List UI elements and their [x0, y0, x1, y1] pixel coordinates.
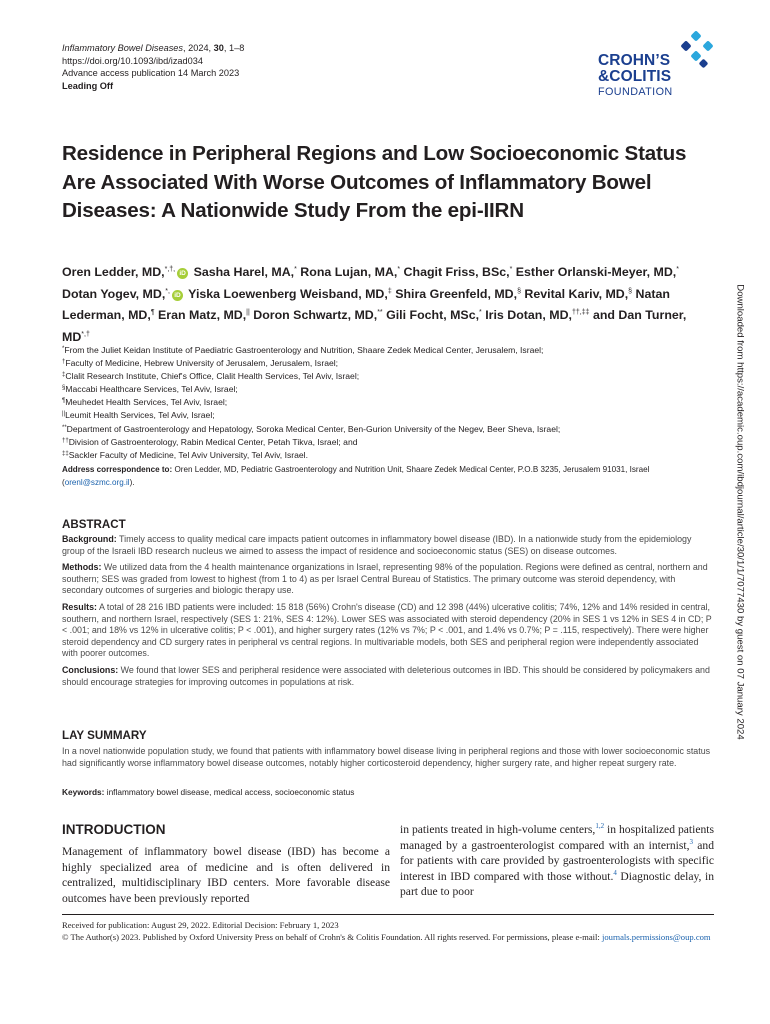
crohns-colitis-logo: [598, 30, 716, 102]
lay-summary-text: In a novel nationwide population study, we found that patients with inflammatory bowel disease living in peripheral regions and those with lower socioeconomic status had significantly worse inflammatory bowel disease outcomes, notably higher corticosteroid dependency, higher surgery rate, and higher repeat surgery rate.: [62, 746, 711, 768]
permissions-email-link[interactable]: journals.permissions@oup.com: [601, 932, 711, 943]
copyright-notice: [62, 931, 714, 943]
author: [300, 265, 403, 279]
background-label: Background:: [62, 534, 117, 544]
doi-link[interactable]: https://doi.org/10.1093/ibd/izad034: [62, 55, 203, 66]
author-name: Dotan Yogev, MD,: [62, 286, 166, 301]
journal-volume: 30: [213, 43, 224, 53]
author-affiliation-marker: §: [517, 287, 521, 295]
author-affiliation-marker: *,†,: [164, 266, 176, 273]
affiliation: [62, 423, 712, 436]
results-label: Results:: [62, 601, 98, 612]
correspondence-end: ).: [129, 478, 135, 487]
journal-year: , 2024,: [183, 43, 214, 53]
author-name: Gili Focht, MSc,: [386, 308, 480, 322]
author: [516, 265, 679, 279]
intro-text-2: in hospitalized patients managed by a gastroenterologist compared with an internist,: [400, 823, 715, 852]
author-affiliation-marker: *,†: [81, 330, 90, 338]
author-affiliation-marker: §: [628, 287, 633, 295]
affiliation-marker: ‡: [62, 372, 66, 379]
affiliation-text: Faculty of Medicine, Hebrew University of Jerusalem, Jerusalem, Israel;: [65, 358, 339, 369]
orcid-icon[interactable]: iD: [172, 290, 183, 301]
copyright-text: © The Author(s) 2023. Published by Oxford University Press on behalf of Crohn's & Colitis Foundation. All rights reserved. For permissions, please e-mail:: [62, 932, 602, 943]
author-affiliation-marker: *: [294, 266, 297, 273]
affiliation-text: Division of Gastroenterology, Rabin Medical Center, Petah Tikva, Israel; and: [68, 436, 358, 447]
correspondence-email-link[interactable]: orenl@szmc.org.il: [64, 478, 130, 487]
citation-line: [62, 42, 422, 55]
logo-text-colitis: &COLITIS: [598, 68, 672, 85]
author: [158, 308, 253, 322]
author: [404, 265, 516, 279]
methods-text: We utilized data from the 4 health maintenance organizations in Israel, representing 98% of the population. Regions were defined as central, northern and southern; SES was graded from lowest to highest (from 1 to 4) as per Israel Central Bureau of Statistics. The primary outcome was steroid dependency, with secondary outcomes of surgeries and biologic therapy use.: [62, 562, 708, 596]
affiliation-marker: †: [62, 359, 66, 366]
author: [524, 287, 635, 301]
citation-ref-1[interactable]: 1,2: [595, 822, 605, 830]
affiliation-marker: **: [62, 424, 67, 431]
author-list: [62, 262, 712, 348]
affiliation-marker: ||: [62, 411, 66, 418]
intro-text-1: in patients treated in high-volume centers,: [400, 823, 596, 836]
abstract-conclusions: [62, 665, 714, 688]
abstract-heading: ABSTRACT: [62, 518, 126, 531]
logo-text-foundation: FOUNDATION: [598, 86, 673, 98]
author-affiliation-marker: *: [479, 309, 482, 316]
author-affiliation-marker: *,: [165, 287, 170, 295]
abstract-methods: [62, 562, 714, 597]
author: [194, 265, 301, 279]
author: [395, 287, 524, 301]
affiliation: [62, 370, 712, 383]
affiliation: [62, 449, 712, 462]
lay-summary-heading: LAY SUMMARY: [62, 729, 147, 742]
author-affiliation-marker: ¶: [150, 309, 155, 316]
logo-mark-icon: [676, 30, 716, 70]
author: [62, 287, 188, 301]
affiliation: [62, 396, 712, 409]
author-affiliation-marker: ‡: [387, 287, 392, 295]
intro-text-3: and for patients with care provided by gastroenterologists with specific interest in IBD compared with those without.: [400, 838, 714, 883]
keywords-text: inflammatory bowel disease, medical access, socioeconomic status: [104, 787, 355, 797]
section-label: Leading Off: [62, 80, 114, 91]
author: [253, 308, 386, 322]
author: [485, 308, 593, 322]
journal-meta: [62, 42, 422, 92]
author-name: Revital Kariv, MD,: [524, 286, 629, 301]
affiliation-marker: §: [62, 385, 66, 392]
affiliation: [62, 357, 712, 370]
affiliation: [62, 409, 712, 422]
received-dates: Received for publication: August 29, 2022. Editorial Decision: February 1, 2023: [62, 920, 339, 930]
logo-text-crohns: CROHN’S: [598, 52, 671, 69]
author-affiliation-marker: **: [377, 309, 383, 316]
correspondence-label: Address correspondence to:: [62, 465, 173, 474]
author-name: Eran Matz, MD,: [158, 308, 247, 322]
affiliation-text: From the Juliet Keidan Institute of Paediatric Gastroenterology and Nutrition, Shaare Zedek Medical Center, Jerusalem, Israel;: [64, 345, 544, 355]
author-affiliation-marker: ††,‡‡: [571, 309, 590, 316]
correspondence-text: Oren Ledder, MD, Pediatric Gastroenterology and Nutrition Unit, Shaare Zedek Medical Center, P.O.B 3235, Jerusalem 91031, Israel (: [62, 465, 650, 487]
author-name: Sasha Harel, MA,: [193, 265, 295, 279]
introduction-right-column: [400, 822, 714, 900]
footer: [62, 919, 714, 944]
author: [386, 308, 485, 322]
author-name: Yiska Loewenberg Weisband, MD,: [188, 286, 388, 301]
author-name: Rona Lujan, MA,: [300, 265, 398, 279]
affiliation-text: Maccabi Healthcare Services, Tel Aviv, Israel;: [65, 384, 238, 395]
introduction-heading: INTRODUCTION: [62, 822, 166, 837]
footer-divider: [62, 914, 714, 915]
keywords: [62, 787, 714, 797]
author-name: Chagit Friss, BSc,: [403, 265, 510, 279]
affiliation-text: Leumit Health Services, Tel Aviv, Israel;: [65, 410, 215, 421]
results-text: A total of 28 216 IBD patients were included: 15 818 (56%) Crohn's disease (CD) and 12 398 (44%) ulcerative colitis; 74%, 12% and 14% resided in central, southern, and northern Israel, respectively (SES 1: 21%, SES 4: 12%). Lower SES was associated with steroid dependency (20% in SES 1 vs 12% in SES 4 in CD; P < .001; and 18% vs 12% in ulcerative colitis; P < .001), and higher surgery rates (12% vs 7%; P < .001, and 1.4% vs 0.7%; P = .115, respectively). There were higher steroid dependency and CD surgery rates in peripheral vs central regions. In multivariable models, both SES and peripheral region were independently associated with poorer outcomes.: [62, 601, 712, 659]
author-affiliation-marker: *: [676, 266, 679, 273]
conclusions-label: Conclusions:: [62, 664, 119, 675]
abstract-results: [62, 602, 714, 660]
affiliation-text: Sackler Faculty of Medicine, Tel Aviv University, Tel Aviv, Israel.: [68, 449, 308, 460]
affiliation-marker: ¶: [62, 398, 66, 405]
correspondence: [62, 463, 712, 489]
affiliation-marker: ‡‡: [62, 450, 69, 457]
affiliation-text: Clalit Research Institute, Chief's Office, Clalit Health Services, Tel Aviv, Israel;: [65, 371, 360, 382]
author-affiliation-marker: ||: [246, 309, 250, 316]
author-name: Shira Greenfeld, MD,: [395, 286, 518, 301]
journal-name: Inflammatory Bowel Diseases: [62, 43, 184, 53]
article-title: Residence in Peripheral Regions and Low Socioeconomic Status Are Associated With Worse Outcomes of Inflammatory Bowel Diseases: A Nationwide Study From the epi-IIRN: [62, 142, 687, 222]
author-name: Doron Schwartz, MD,: [253, 308, 378, 322]
keywords-label: Keywords:: [62, 787, 105, 797]
background-text: Timely access to quality medical care impacts patient outcomes in inflammatory bowel disease (IBD). In a nationwide study from the epidemiology group of the Israeli IBD research nucleus we aimed to assess the impact of residence and socioeconomic status (SES) on disease outcomes.: [62, 534, 692, 556]
orcid-icon[interactable]: iD: [177, 268, 188, 279]
author-name: Iris Dotan, MD,: [485, 308, 572, 322]
author-name: Oren Ledder, MD,: [62, 265, 165, 279]
affiliation: [62, 344, 712, 357]
author-name: Esther Orlanski-Meyer, MD,: [515, 265, 677, 279]
introduction-left-column: Management of inflammatory bowel disease (IBD) has become a highly specialized area of medicine and is often delivered in centralized, multidisciplinary IBD centers. More favorable disease outcomes have been previously reported: [62, 845, 390, 905]
conclusions-text: We found that lower SES and peripheral residence were associated with deleterious outcomes in IBD. This should be considered by policymakers and should encourage strategies for improving outcomes in populations at risk.: [62, 664, 710, 687]
citation-ref-2[interactable]: 3: [689, 837, 694, 846]
author-name: and Dan Turner, MD: [62, 308, 687, 344]
affiliation-list: [62, 344, 712, 462]
author-affiliation-marker: *: [397, 266, 401, 273]
citation-ref-3[interactable]: 4: [613, 868, 617, 877]
methods-label: Methods:: [62, 562, 102, 573]
abstract-body: [62, 534, 714, 693]
author-affiliation-marker: *: [509, 266, 513, 273]
affiliation: [62, 436, 712, 449]
author: [62, 265, 194, 279]
advance-access: Advance access publication 14 March 2023: [62, 68, 240, 79]
intro-text-4: Diagnostic delay, in part due to poor: [400, 869, 714, 898]
author: [188, 287, 395, 301]
affiliation-text: Department of Gastroenterology and Hepatology, Soroka Medical Center, Ben-Gurion University of the Negev, Beer Sheva, Israel;: [66, 423, 561, 434]
affiliation-text: Meuhedet Health Services, Tel Aviv, Israel;: [65, 397, 228, 408]
download-note-text: Downloaded from https://academic.oup.com/ibdjournal/article/30/1/1/7077430 by guest on 07 January 2024: [734, 284, 746, 740]
author-name: Natan Lederman, MD,: [62, 286, 670, 322]
affiliation: [62, 383, 712, 396]
affiliation-marker: *: [62, 346, 65, 352]
journal-pages: , 1–8: [223, 43, 245, 53]
abstract-background: [62, 534, 714, 557]
affiliation-marker: ††: [62, 437, 69, 444]
